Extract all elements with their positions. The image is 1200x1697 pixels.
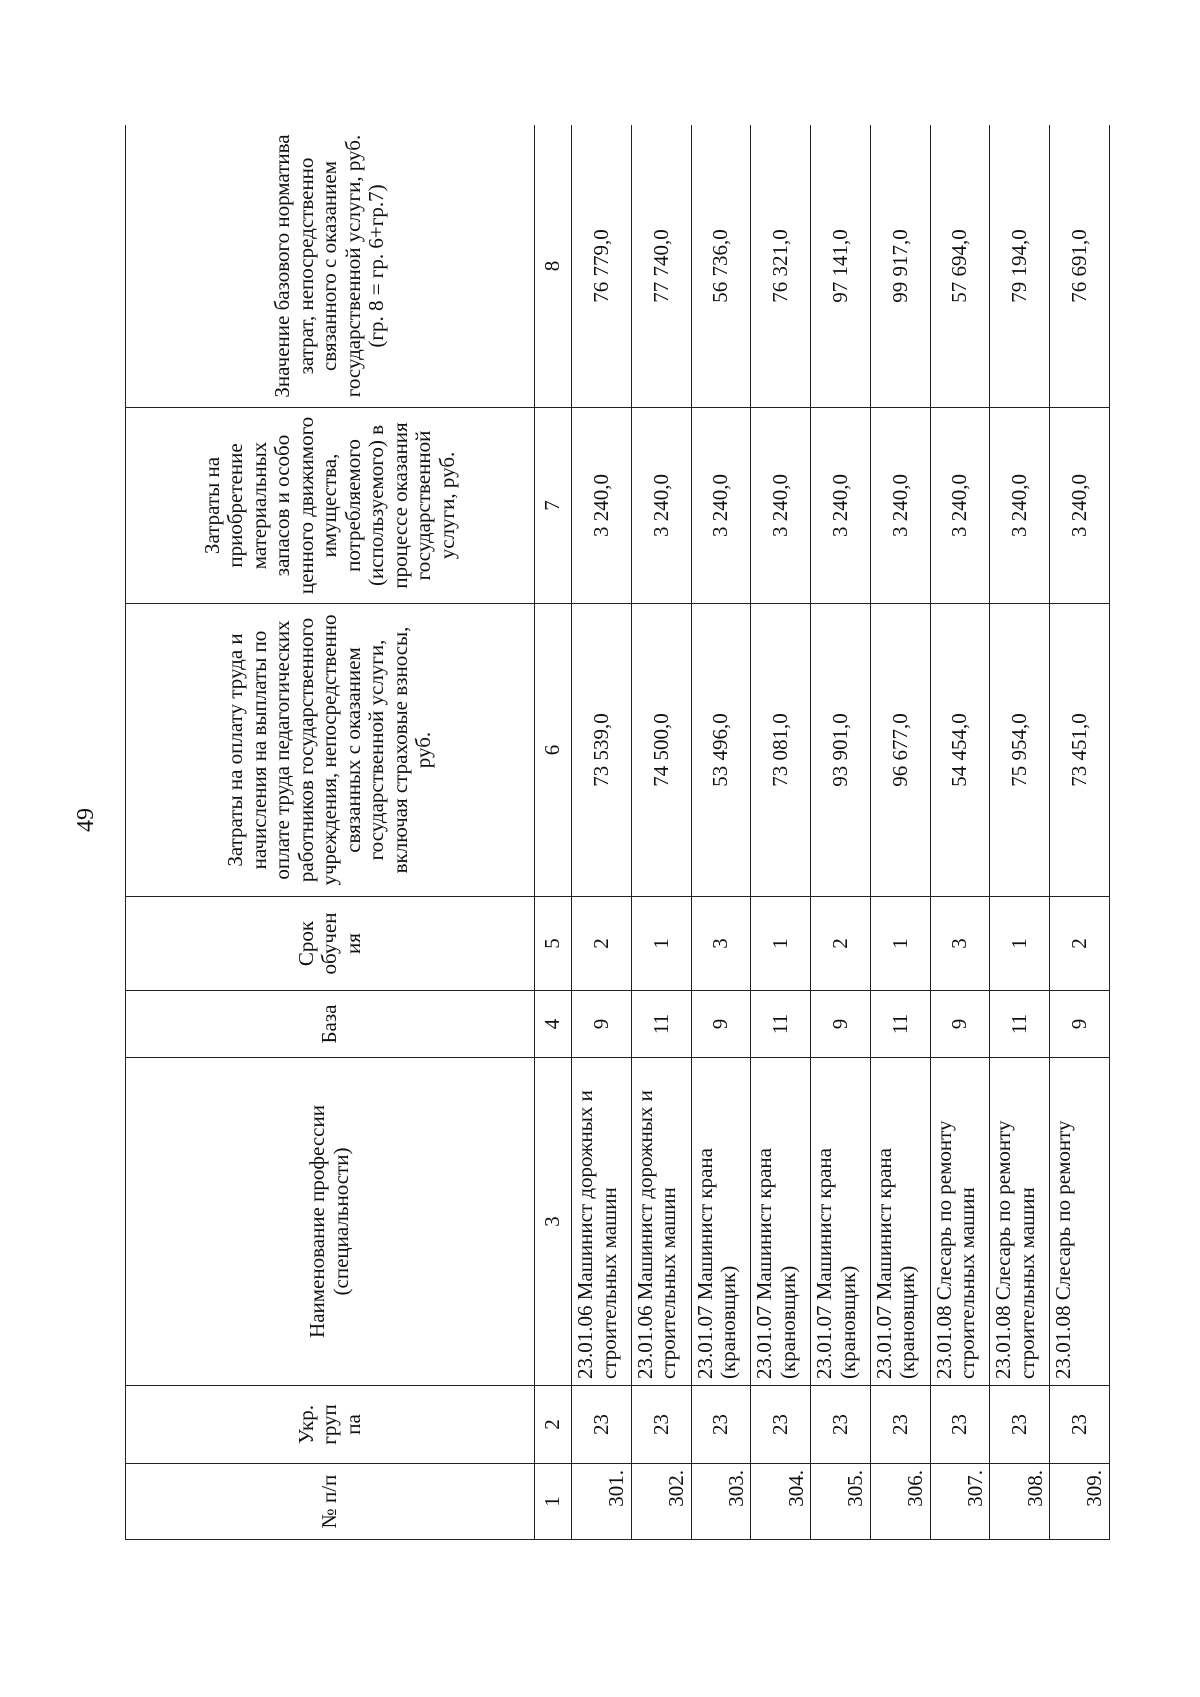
- row-number: 306.: [870, 1464, 930, 1540]
- term-cell: 2: [572, 897, 632, 991]
- term-cell: 3: [930, 897, 990, 991]
- header-cell: Затраты на приобретение материальных запасов и особо ценного движимого имущества, потребляемого (используемого) в процессе оказания государственной услуги, руб.: [126, 408, 535, 604]
- total-norm-cell: 99 917,0: [870, 125, 930, 408]
- base-cell: 11: [631, 991, 691, 1058]
- labor-cost-cell: 53 496,0: [691, 604, 751, 897]
- base-cell: 9: [1050, 991, 1110, 1058]
- header-cell: Укр. груп па: [126, 1386, 535, 1464]
- table-row: [811, 125, 871, 1540]
- table-row: [751, 125, 811, 1540]
- base-cell: 11: [751, 991, 811, 1058]
- labor-cost-cell: 73 451,0: [1050, 604, 1110, 897]
- total-norm-cell: 76 691,0: [1050, 125, 1110, 408]
- cost-norm-table: [125, 125, 1110, 1540]
- table-row: [870, 125, 930, 1540]
- table-row: [990, 125, 1050, 1540]
- row-number: 307.: [930, 1464, 990, 1540]
- group-cell: 23: [691, 1386, 751, 1464]
- table-row: [1050, 125, 1110, 1540]
- base-cell: 9: [811, 991, 871, 1058]
- base-cell: 9: [691, 991, 751, 1058]
- group-cell: 23: [930, 1386, 990, 1464]
- column-number: 6: [535, 604, 572, 897]
- labor-cost-cell: 93 901,0: [811, 604, 871, 897]
- row-number: 308.: [990, 1464, 1050, 1540]
- materials-cost-cell: 3 240,0: [631, 408, 691, 604]
- row-number: 302.: [631, 1464, 691, 1540]
- total-norm-cell: 77 740,0: [631, 125, 691, 408]
- materials-cost-cell: 3 240,0: [1050, 408, 1110, 604]
- materials-cost-cell: 3 240,0: [870, 408, 930, 604]
- total-norm-cell: 76 779,0: [572, 125, 632, 408]
- header-cell: № п/п: [126, 1464, 535, 1540]
- total-norm-cell: 57 694,0: [930, 125, 990, 408]
- group-cell: 23: [870, 1386, 930, 1464]
- table-row: [930, 125, 990, 1540]
- term-cell: 1: [990, 897, 1050, 991]
- term-cell: 3: [691, 897, 751, 991]
- column-number: 2: [535, 1386, 572, 1464]
- profession-name: 23.01.08 Слесарь по ремонту строительных машин: [990, 1058, 1050, 1386]
- total-norm-cell: 97 141,0: [811, 125, 871, 408]
- table-frame: [125, 125, 1110, 1540]
- group-cell: 23: [1050, 1386, 1110, 1464]
- column-number-row: [535, 125, 572, 1540]
- labor-cost-cell: 73 539,0: [572, 604, 632, 897]
- rotated-table-container: [125, 125, 1110, 1540]
- term-cell: 2: [1050, 897, 1110, 991]
- profession-name: 23.01.07 Машинист крана (крановщик): [870, 1058, 930, 1386]
- labor-cost-cell: 54 454,0: [930, 604, 990, 897]
- column-number: 7: [535, 408, 572, 604]
- profession-name: 23.01.08 Слесарь по ремонту строительных машин: [930, 1058, 990, 1386]
- group-cell: 23: [751, 1386, 811, 1464]
- header-cell: Значение базового норматива затрат, непосредственно связанного с оказанием государственной услуги, руб. (гр. 8 = гр. 6+гр.7): [126, 125, 535, 408]
- group-cell: 23: [990, 1386, 1050, 1464]
- row-number: 301.: [572, 1464, 632, 1540]
- materials-cost-cell: 3 240,0: [930, 408, 990, 604]
- row-number: 304.: [751, 1464, 811, 1540]
- labor-cost-cell: 74 500,0: [631, 604, 691, 897]
- group-cell: 23: [631, 1386, 691, 1464]
- header-cell: Затраты на оплату труда и начисления на выплаты по оплате труда педагогических работников государственного учреждения, непосредственно связанных с оказанием государственной услуги, включая страховые взносы, руб.: [126, 604, 535, 897]
- header-cell: Срок обучен ия: [126, 897, 535, 991]
- profession-name: 23.01.07 Машинист крана (крановщик): [811, 1058, 871, 1386]
- profession-name: 23.01.07 Машинист крана (крановщик): [691, 1058, 751, 1386]
- labor-cost-cell: 73 081,0: [751, 604, 811, 897]
- profession-name: 23.01.06 Машинист дорожных и строительных машин: [631, 1058, 691, 1386]
- header-cell: Наименование профессии (специальности): [126, 1058, 535, 1386]
- header-row: [126, 125, 535, 1540]
- total-norm-cell: 79 194,0: [990, 125, 1050, 408]
- table-row: [631, 125, 691, 1540]
- profession-name: 23.01.08 Слесарь по ремонту: [1050, 1058, 1110, 1386]
- row-number: 309.: [1050, 1464, 1110, 1540]
- table-row: [572, 125, 632, 1540]
- column-number: 3: [535, 1058, 572, 1386]
- materials-cost-cell: 3 240,0: [811, 408, 871, 604]
- column-number: 4: [535, 991, 572, 1058]
- header-cell: База: [126, 991, 535, 1058]
- column-number: 1: [535, 1464, 572, 1540]
- materials-cost-cell: 3 240,0: [572, 408, 632, 604]
- page-number: 49: [73, 808, 99, 832]
- profession-name: 23.01.07 Машинист крана (крановщик): [751, 1058, 811, 1386]
- base-cell: 9: [572, 991, 632, 1058]
- term-cell: 1: [870, 897, 930, 991]
- row-number: 303.: [691, 1464, 751, 1540]
- term-cell: 1: [631, 897, 691, 991]
- row-number: 305.: [811, 1464, 871, 1540]
- materials-cost-cell: 3 240,0: [691, 408, 751, 604]
- group-cell: 23: [572, 1386, 632, 1464]
- column-number: 5: [535, 897, 572, 991]
- total-norm-cell: 76 321,0: [751, 125, 811, 408]
- total-norm-cell: 56 736,0: [691, 125, 751, 408]
- base-cell: 9: [930, 991, 990, 1058]
- table-row: [691, 125, 751, 1540]
- base-cell: 11: [870, 991, 930, 1058]
- base-cell: 11: [990, 991, 1050, 1058]
- labor-cost-cell: 96 677,0: [870, 604, 930, 897]
- materials-cost-cell: 3 240,0: [990, 408, 1050, 604]
- group-cell: 23: [811, 1386, 871, 1464]
- labor-cost-cell: 75 954,0: [990, 604, 1050, 897]
- profession-name: 23.01.06 Машинист дорожных и строительных машин: [572, 1058, 632, 1386]
- column-number: 8: [535, 125, 572, 408]
- materials-cost-cell: 3 240,0: [751, 408, 811, 604]
- term-cell: 1: [751, 897, 811, 991]
- term-cell: 2: [811, 897, 871, 991]
